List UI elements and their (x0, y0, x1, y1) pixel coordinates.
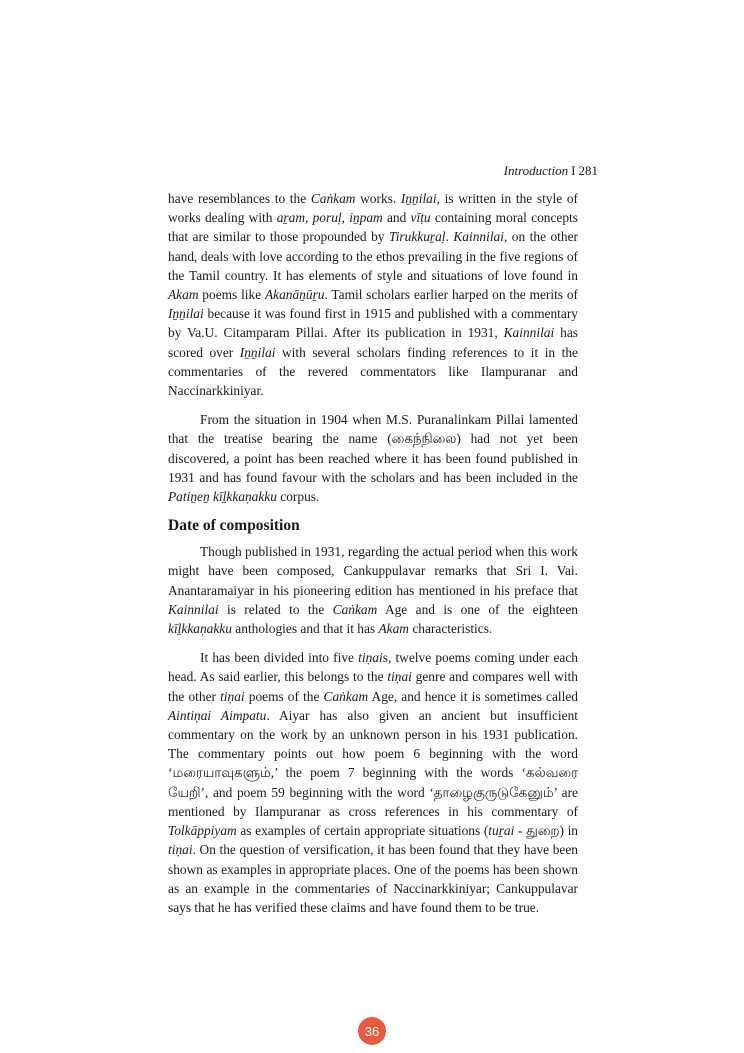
running-header (504, 163, 598, 179)
header-separator: I (571, 163, 576, 178)
body-paragraph: Though published in 1931, regarding the actual period when this work might have been composed, Cankuppulavar remarks that Sri I. Vai. Anantaramaiyar in his pioneering edition has mentioned in his preface that Kainnilai is related to the Caṅkam Age and is one of the eighteen kīḻkkaṇakku anthologies and that it has Akam characteristics. (168, 544, 578, 637)
body-paragraph: From the situation in 1904 when M.S. Puranalinkam Pillai lamented that the treatise bearing the name (கைந்நிலை) had not yet been discovered, a point has been reached where it has been found published in 1931 and has found favour with the scholars and has been included in the Patiṉeṉ kīḻkkaṇakku corpus. (168, 412, 578, 505)
section-heading: Date of composition (168, 517, 300, 535)
body-paragraph: have resemblances to the Caṅkam works. Iṉṉilai, is written in the style of works dealing with aṟam, poruḷ, iṉpam and vīṭu containing moral concepts that are similar to those propounded by Tirukkuṟaḷ. Kainnilai, on the other hand, deals with love according to the ethos prevailing in the five regions of the Tamil country. It has elements of style and situations of love found in Akam poems like Akanāṉūṟu. Tamil scholars earlier harped on the merits of Iṉṉilai because it was found first in 1915 and published with a commentary by Va.U. Citamparam Pillai. After its publication in 1931, Kainnilai has scored over Iṉṉilai with several scholars finding references to it in the commentaries of the revered commentators like Ilampuranar and Naccinarkkiniyar. (168, 191, 579, 399)
page-number-badge: 36 (358, 1017, 386, 1045)
header-page-number: 281 (578, 163, 598, 178)
page-body (168, 189, 578, 917)
body-paragraph: It has been divided into five tiṇais, twelve poems coming under each head. As said earlier, this belongs to the tiṇai genre and compares well with the other tiṇai poems of the Caṅkam Age, and hence it is sometimes called Aintiṇai Aimpatu. Aiyar has also given an ancient but insufficient commentary on the work by an unknown person in his 1931 publication. The commentary points out how poem 6 beginning with the word ‘மரையாவுகளும்,’ the poem 7 beginning with the words ‘கல்வரை யேறி’, and poem 59 beginning with the word ‘தாழைகுருடுகேனும்’ are mentioned by Ilampuranar as cross references in his commentary of Tolkāppiyam as examples of certain appropriate situations (tuṟai - துறை) in tiṇai. On the question of versification, it has been found that they have been shown as examples in appropriate places. One of the poems has been shown as an example in the commentaries of Naccinarkkiniyar; Cankuppulavar says that he has verified these claims and have found them to be true. (168, 650, 579, 915)
header-section-title: Introduction (503, 163, 569, 178)
